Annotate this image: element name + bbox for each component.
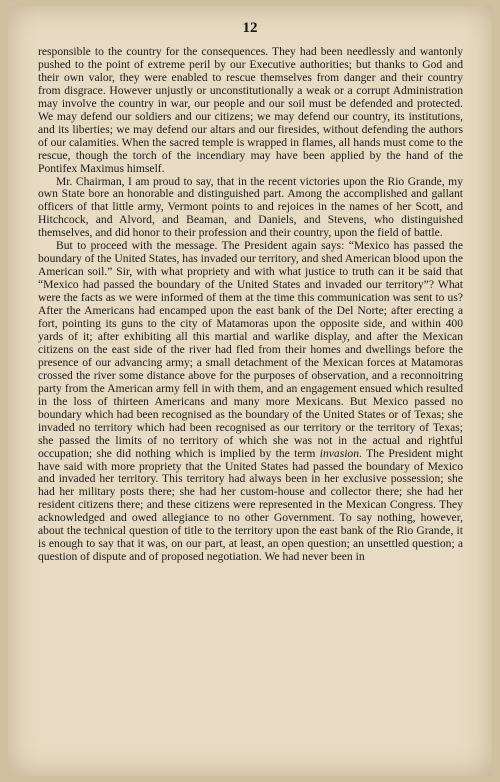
paragraph <box>38 240 463 564</box>
italic-text: invasion <box>319 446 360 460</box>
paragraph <box>38 46 463 176</box>
body-text <box>38 46 463 564</box>
book-page <box>8 6 492 776</box>
text-segment: . The President might have said with more propriety that the United States had passed the boundary of Mexico and invaded her territory. This territory had always been in her exclusive possession; she had her military posts there; she had her custom-house and collector there; she had her resident citizens there; and these citizens were represented in the Mexican Congress. They acknowledged and owed allegiance to no other Government. To say nothing, however, about the technical question of title to the territory upon the east bank of the Rio Grande, it is enough to say that it was, on our part, at least, an open question; an unsettled question; a question of dispute and of proposed negotiation. We had never been in <box>38 446 463 564</box>
text-segment: Mr. Chairman, I am proud to say, that in the recent victories upon the Rio Grande, my own State bore an honorable and distinguished part. Among the accomplished and gallant officers of that little army, Vermont points to and rejoices in the names of her Scott, and Hitchcock, and Alvord, and Beaman, and Daniels, and Stevens, who distinguished themselves, and did honor to their profession and their country, upon the field of battle. <box>38 174 463 240</box>
page-number: 12 <box>242 20 258 36</box>
paragraph <box>38 176 463 241</box>
text-segment: responsible to the country for the consequences. They had been needlessly and wantonly pushed to the point of extreme peril by our Executive authorities; but thanks to God and their own valor, they were enabled to rescue themselves from danger and their country from disgrace. However unjustly or unconstitutionally a weak or a corrupt Administration may involve the country in war, our people and our soil must be defended and protected. We may defend our soldiers and our citizens; we may defend our country, its institutions, and its liberties; we may defend our altars and our firesides, without defending the authors of our calamities. When the sacred temple is wrapped in flames, all hands must come to the rescue, though the torch of the incendiary may have been applied by the hand of the Pontifex Maximus himself. <box>38 45 463 175</box>
text-segment: But to proceed with the message. The President again says: “Mexico has passed the boundary of the United States, has invaded our territory, and shed American blood upon the American soil.” Sir, with what propriety and with what justice to truth can it be said that “Mexico had passed the boundary of the United States and invaded our territory”? What were the facts as we were informed of them at the time this communication was sent to us? After the Americans had encamped upon the east bank of the Del Norte; after erecting a fort, pointing its guns to the city of Matamoras upon the opposite side, and within 400 yards of it; after exhibiting all this martial and warlike display, and after the Mexican citizens on the east side of the river had fled from their homes and dwellings before the presence of our advancing army; a small detachment of the Mexican forces at Matamoras crossed the river some distance above for the purposes of observation, and a reconnoitring party from the American army fell in with them, and an engagement ensued which resulted in the loss of thirteen Americans and many more Mexicans. But Mexico passed no boundary which had been recognised as the boundary of the United States or of Texas; she invaded no territory which had been recognised as our territory or the territory of Texas; she passed the limits of no territory of which she was not in the actual and rightful occupation; she did nothing which is implied by the term <box>38 239 463 460</box>
